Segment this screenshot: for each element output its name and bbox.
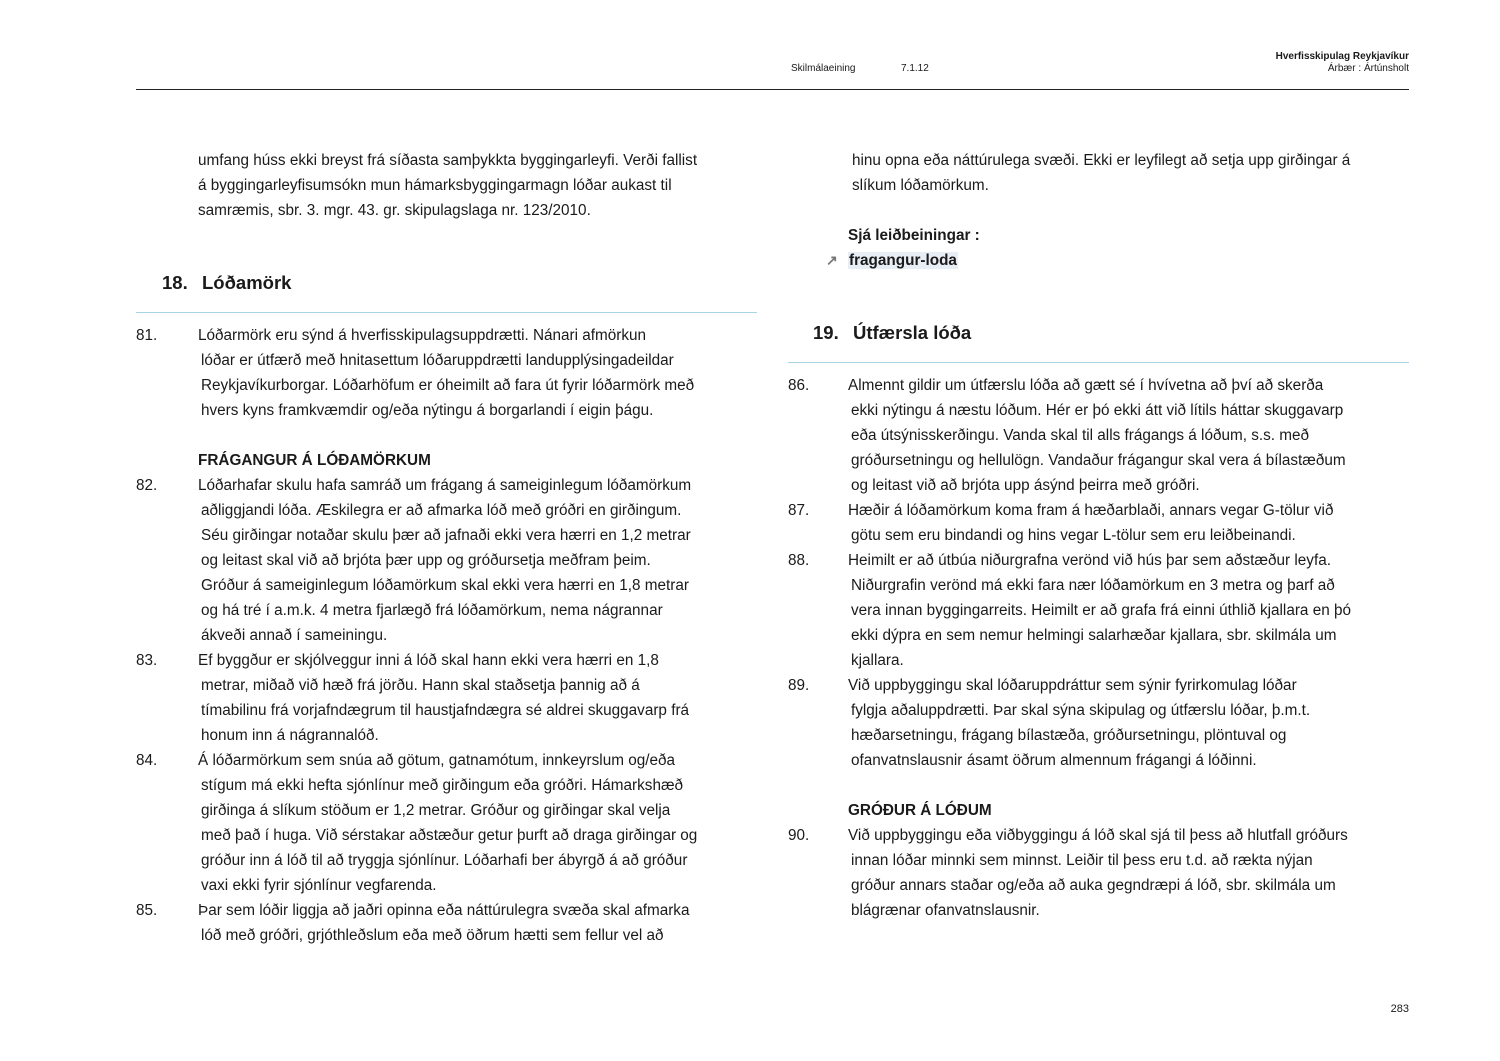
item-text [788, 498, 1408, 548]
list-item [136, 473, 756, 648]
item-text [136, 898, 756, 948]
text-line: Ef byggður er skjólveggur inni á lóð skal hann ekki vera hærri en 1,8 [198, 652, 659, 669]
text-line: og leitast skal við að brjóta þær upp og gróðursetja meðfram þeim. [201, 552, 651, 569]
text-line: á byggingarleyfisumsókn mun hámarksbyggingarmagn lóðar aukast til [198, 177, 672, 194]
section-title: Lóðamörk [202, 272, 292, 293]
right-intro [852, 148, 1350, 198]
text-line: girðinga á slíkum stöðum er 1,2 metrar. Gróður og girðingar skal velja [201, 802, 671, 819]
text-line: hæðarsetningu, frágang bílastæða, gróðursetningu, plöntuval og [851, 727, 1287, 744]
text-line: metrar, miðað við hæð frá jörðu. Hann skal staðsetja þannig að á [201, 677, 640, 694]
list-item [788, 823, 1408, 923]
text-line: Lóðarhafar skulu hafa samráð um frágang á sameiginlegum lóðamörkum [198, 477, 692, 494]
text-line: vaxi ekki fyrir sjónlínur vegfarenda. [201, 877, 437, 894]
header-divider [136, 89, 1409, 90]
list-item [136, 323, 756, 423]
text-line: tímabilinu frá vorjafndægrum til haustjafndægra sé aldrei skuggavarp frá [201, 702, 690, 719]
guidelines-block [826, 223, 980, 273]
item-number: 89. [788, 677, 810, 694]
text-line: aðliggjandi lóða. Æskilegra er að afmarka lóð með gróðri en girðingum. [201, 502, 682, 519]
text-line: ofanvatnslausnir ásamt öðrum almennum frágangi á lóðinni. [851, 752, 1257, 769]
subheading: FRÁGANGUR Á LÓÐAMÖRKUM [198, 452, 431, 469]
list-item [788, 498, 1408, 548]
section-divider [136, 312, 757, 313]
text-line: innan lóðar minnki sem minnst. Leiðir til þess eru t.d. að rækta nýjan [851, 852, 1313, 869]
text-line: með það í huga. Við sérstakar aðstæður getur þurft að draga girðingar og [201, 827, 698, 844]
item-text [788, 673, 1408, 773]
text-line: Almennt gildir um útfærslu lóða að gætt sé í hvívetna að því að skerða [848, 377, 1324, 394]
header-section: Skilmálaeining [791, 63, 856, 74]
item-number: 86. [788, 377, 810, 394]
text-line: Reykjavíkurborgar. Lóðarhöfum er óheimilt að fara út fyrir lóðarmörk með [201, 377, 695, 394]
text-line: samræmis, sbr. 3. mgr. 43. gr. skipulagslaga nr. 123/2010. [198, 202, 591, 219]
section-heading-19 [813, 322, 971, 344]
item-number: 87. [788, 502, 810, 519]
item-number: 82. [136, 477, 158, 494]
external-link-arrow-icon: ↗ [826, 252, 838, 268]
left-intro [198, 148, 697, 223]
list-item [788, 548, 1408, 673]
text-line: vera innan byggingarreits. Heimilt er að grafa frá einni úthlið kjallara en þó [851, 602, 1351, 619]
text-line: Á lóðarmörkum sem snúa að götum, gatnamótum, innkeyrslum og/eða [198, 752, 675, 769]
item-text [136, 648, 756, 748]
text-line: ekki dýpra en sem nemur helmingi salarhæðar kjallara, sbr. skilmála um [851, 627, 1337, 644]
text-line: lóð með gróðri, grjóthleðslum eða með öðrum hætti sem fellur vel að [201, 927, 664, 944]
item-number: 90. [788, 827, 810, 844]
text-line: Séu girðingar notaðar skulu þær að jafnaði ekki vera hærri en 1,2 metrar [201, 527, 691, 544]
text-line: hvers kyns framkvæmdir og/eða nýtingu á borgarlandi í eigin þágu. [201, 402, 654, 419]
list-item [788, 673, 1408, 773]
text-line: Lóðarmörk eru sýnd á hverfisskipulagsuppdrætti. Nánari afmörkun [198, 327, 647, 344]
text-line: umfang húss ekki breyst frá síðasta samþykkta byggingarleyfi. Verði fallist [198, 152, 698, 169]
item-number: 84. [136, 752, 158, 769]
text-line: lóðar er útfærð með hnitasettum lóðaruppdrætti landupplýsingadeildar [201, 352, 674, 369]
text-line: Niðurgrafin verönd má ekki fara nær lóðamörkum en 3 metra og þarf að [851, 577, 1335, 594]
item-number: 88. [788, 552, 810, 569]
guidelines-label: Sjá leiðbeiningar : [848, 227, 980, 244]
right-items [788, 373, 1408, 923]
text-line: Þar sem lóðir liggja að jaðri opinna eða náttúrulegra svæða skal afmarka [198, 902, 690, 919]
list-item [136, 898, 756, 948]
section-heading-18 [162, 272, 291, 294]
text-line: kjallara. [851, 652, 904, 669]
text-line: ekki nýtingu á næstu lóðum. Hér er þó ekki átt við lítils háttar skuggavarp [851, 402, 1344, 419]
item-number: 85. [136, 902, 158, 919]
text-line: Við uppbyggingu eða viðbyggingu á lóð skal sjá til þess að hlutfall gróðurs [848, 827, 1348, 844]
item-text [136, 473, 756, 648]
text-line: hinu opna eða náttúrulega svæði. Ekki er leyfilegt að setja upp girðingar á [852, 152, 1351, 169]
list-item [788, 373, 1408, 498]
item-text [788, 373, 1408, 498]
text-line: Hæðir á lóðamörkum koma fram á hæðarblaði, annars vegar G-tölur við [848, 502, 1334, 519]
text-line: stígum má ekki hefta sjónlínur með girðingum eða gróðri. Hámarkshæð [201, 777, 684, 794]
guidelines-link[interactable]: fragangur-loda [849, 252, 957, 269]
text-line: götu sem eru bindandi og hins vegar L-tölur sem eru leiðbeinandi. [851, 527, 1296, 544]
section-number: 18. [162, 272, 188, 293]
section-number: 19. [813, 322, 839, 343]
subheading: GRÓÐUR Á LÓÐUM [848, 802, 992, 819]
item-number: 81. [136, 327, 158, 344]
item-text [788, 823, 1408, 923]
header-title: Hverfisskipulag Reykjavíkur [1275, 51, 1409, 62]
item-text [136, 748, 756, 898]
text-line: eða útsýnisskerðingu. Vanda skal til alls frágangs á lóðum, s.s. með [851, 427, 1310, 444]
text-line: gróðursetningu og hellulögn. Vandaður frágangur skal vera á bílastæðum [851, 452, 1346, 469]
section-divider [788, 362, 1409, 363]
text-line: gróður inn á lóð til að tryggja sjónlínur. Lóðarhafi ber ábyrgð á að gróður [201, 852, 688, 869]
page-number: 283 [1390, 1003, 1409, 1015]
list-item [136, 748, 756, 898]
text-line: Gróður á sameiginlegum lóðamörkum skal ekki vera hærri en 1,8 metrar [201, 577, 689, 594]
text-line: honum inn á nágrannalóð. [201, 727, 379, 744]
text-line: Heimilt er að útbúa niðurgrafna verönd við hús þar sem aðstæður leyfa. [848, 552, 1331, 569]
text-line: og leitast við að brjóta upp ásýnd þeirra með gróðri. [851, 477, 1200, 494]
text-line: Við uppbyggingu skal lóðaruppdráttur sem sýnir fyrirkomulag lóðar [848, 677, 1297, 694]
text-line: ákveði annað í sameiningu. [201, 627, 388, 644]
text-line: blágrænar ofanvatnslausnir. [851, 902, 1040, 919]
header-section-number: 7.1.12 [901, 63, 929, 74]
left-items [136, 323, 756, 948]
text-line: og há tré í a.m.k. 4 metra fjarlægð frá lóðamörkum, nema nágrannar [201, 602, 663, 619]
text-line: gróður annars staðar og/eða að auka gegndræpi á lóð, sbr. skilmála um [851, 877, 1336, 894]
item-text [788, 548, 1408, 673]
item-number: 83. [136, 652, 158, 669]
list-item [136, 648, 756, 748]
section-title: Útfærsla lóða [853, 322, 972, 343]
text-line: slíkum lóðamörkum. [852, 177, 989, 194]
item-text [136, 323, 756, 423]
header-subtitle: Árbær : Ártúnsholt [1327, 63, 1409, 74]
text-line: fylgja aðaluppdrætti. Þar skal sýna skipulag og útfærslu lóðar, þ.m.t. [851, 702, 1311, 719]
